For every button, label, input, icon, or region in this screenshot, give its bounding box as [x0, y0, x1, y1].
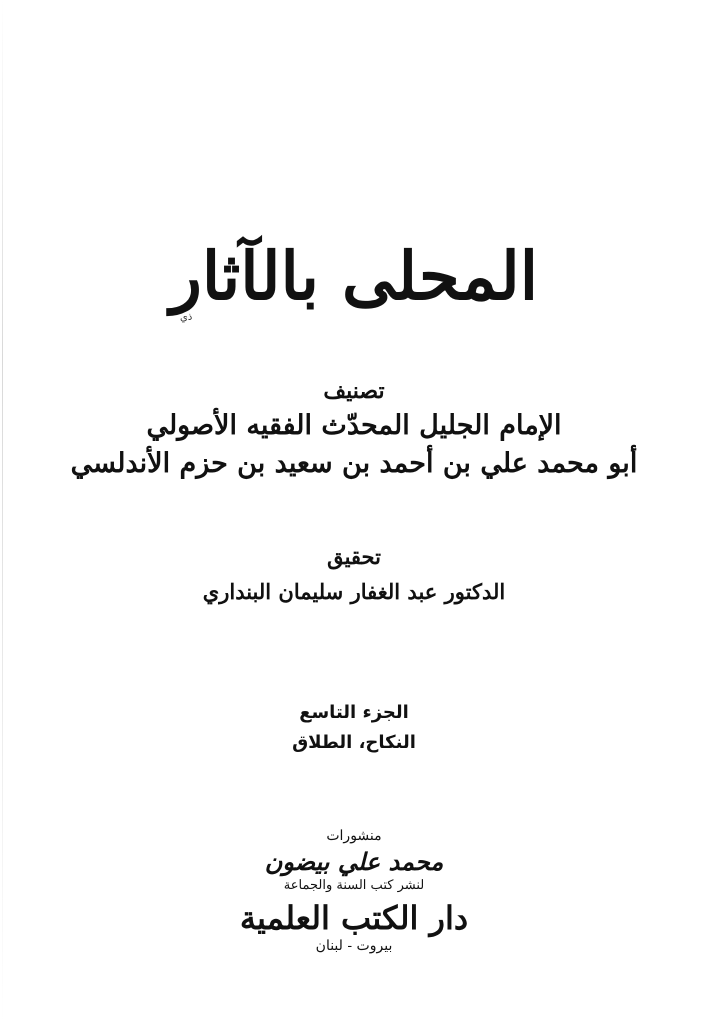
publications-label: منشورات: [326, 828, 382, 844]
editor-name: الدكتور عبد الغفار سليمان البنداري: [202, 579, 506, 604]
author-name-line: أبو محمد علي بن أحمد بن سعيد بن حزم الأندلسي: [70, 448, 638, 479]
book-title: المحلى بالآثار: [169, 237, 539, 315]
publisher-place: بيروت - لبنان: [315, 938, 393, 954]
authored-by-label: تصنيف: [323, 378, 385, 404]
author-honorific-line: الإمام الجليل المحدّث الفقيه الأصولي: [146, 410, 562, 441]
volume-subject: النكاح، الطلاق: [292, 732, 416, 753]
publisher-name: دار الكتب العلمية: [239, 899, 469, 937]
publisher-description: لنشر كتب السنة والجماعة: [283, 878, 425, 893]
publisher-person-name: محمد علي بيضون: [264, 847, 444, 876]
edited-by-label: تحقيق: [327, 544, 381, 569]
title-mark: ذي: [180, 312, 193, 323]
volume-part: الجزء التاسع: [299, 702, 409, 723]
